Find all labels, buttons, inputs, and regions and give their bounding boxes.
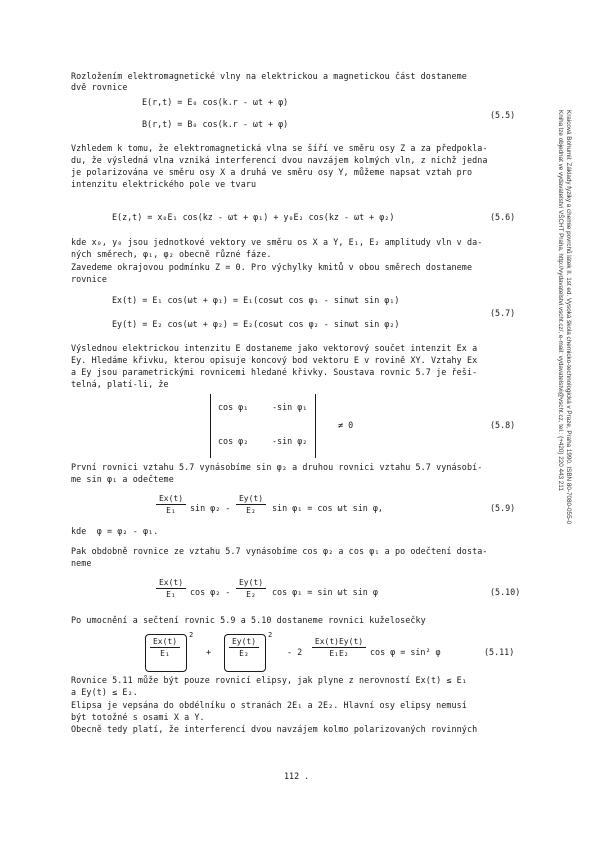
denominator: E₂ <box>246 506 256 515</box>
equation-5-5-e: E(r,t) = E₀ cos(k.r - ωt + φ) <box>142 97 289 107</box>
denominator: E₁ <box>166 506 176 515</box>
text-line: telná, platí-li, že <box>71 379 169 389</box>
equation-number: (5.10) <box>490 587 521 597</box>
equation-term: cos φ = sin² φ <box>370 647 441 657</box>
side-note-line: Kniha lze objednat ve vydavatelství VŠCHT Praha, http://vydavatelstvi.vscht.cz/, e-mail: vydavatelstvi@vscht.cz, tel.: (+420) 220 443 211 <box>557 110 564 491</box>
side-note-line: Kraicová Bohumil: Základy fyziky a chemie povrchů látek II. 1st ed. Vysoká škola chemicko-technologická v Praze, Praha 1990. ISBN 80-7080-055-0 <box>565 110 572 525</box>
numerator: Ex(t) <box>158 578 184 587</box>
equation-5-6: E(z,t) = x₀E₁ cos(kz - ωt + φ₁) + y₀E₂ cos(kz - ωt + φ₂) <box>112 212 395 222</box>
text-line: Obecně tedy platí, že interferencí dvou navzájem kolmo polarizovaných rovinných <box>71 724 478 734</box>
fraction <box>150 637 180 658</box>
text-line: dvě rovnice <box>71 82 128 92</box>
fraction <box>312 637 366 658</box>
denominator: E₂ <box>246 590 256 599</box>
equation-number: (5.9) <box>490 503 516 513</box>
determinant-cell: cos φ₂ <box>218 436 249 446</box>
text-line: Po umocnění a sečtení rovnic 5.9 a 5.10 dostaneme rovnici kuželosečky <box>71 615 426 625</box>
equation-5-7-x: Ex(t) = E₁ cos(ωt + φ₁) = E₁(cosωt cos φ₁ - sinωt sin φ₁) <box>112 295 400 305</box>
plus-sign: + <box>206 647 212 657</box>
numerator: Ey(t) <box>238 494 264 503</box>
equation-number: (5.7) <box>490 308 516 318</box>
numerator: Ex(t) <box>152 637 178 646</box>
text-line: Vzhledem k tomu, že elektromagnetická vlna se šíří ve směru osy Z a za předpokla- <box>71 143 488 153</box>
text-line: ných směrech, φ₁, φ₂ obecně různé fáze. <box>71 249 272 259</box>
equation-term: sin φ₁ = cos ωt sin φ, <box>272 503 383 513</box>
numerator: Ey(t) <box>231 637 257 646</box>
equation-number: (5.6) <box>490 212 516 222</box>
text-line: být totožné s osami X a Y. <box>71 712 205 722</box>
fraction <box>229 637 259 658</box>
text-line: rovnice <box>71 274 107 284</box>
denominator: E₁ <box>160 649 170 658</box>
inequality-sign: ≠ 0 <box>338 420 354 430</box>
equation-5-7-y: Ey(t) = E₂ cos(ωt + φ₂) = E₂(cosωt cos φ₂ - sinωt sin φ₂) <box>112 319 400 329</box>
exponent: 2 <box>189 631 194 639</box>
denominator: E₁E₂ <box>329 649 349 658</box>
equation-term: sin φ₂ - <box>190 503 231 513</box>
determinant-cell: cos φ₁ <box>218 402 249 412</box>
text-line: du, že výsledná vlna vzniká interferencí dvou navzájem kolmých vln, z nichž jedna <box>71 155 488 165</box>
text-line: Elipsa je vepsána do obdélníku o stranách 2E₁ a 2E₂. Hlavní osy elipsy nemusí <box>71 700 467 710</box>
text-line: a Ey(t) ≤ E₂. <box>71 687 138 697</box>
fraction <box>236 578 266 599</box>
text-line: intenzitu elektrického pole ve tvaru <box>71 179 257 189</box>
equation-number: (5.5) <box>490 110 516 120</box>
fraction <box>236 494 266 515</box>
text-line: neme <box>71 558 92 568</box>
numerator: Ex(t)Ey(t) <box>314 637 364 646</box>
equation-number: (5.11) <box>484 647 515 657</box>
text-line: První rovnici vztahu 5.7 vynásobíme sin φ₂ a druhou rovnici vztahu 5.7 vynásobí- <box>71 462 483 472</box>
fraction <box>156 494 186 515</box>
equation-5-5-b: B(r,t) = B₀ cos(k.r - ωt + φ) <box>142 119 289 129</box>
denominator: E₂ <box>239 649 249 658</box>
text-line: Zavedeme okrajovou podmínku Z = 0. Pro výchylky kmitů v obou směrech dostaneme <box>71 262 473 272</box>
fraction <box>156 578 186 599</box>
denominator: E₁ <box>166 590 176 599</box>
numerator: Ex(t) <box>158 494 184 503</box>
text-line: a Ey jsou parametrickými rovnicemi hledané křivky. Soustava rovnic 5.7 je řeši- <box>71 367 478 377</box>
numerator: Ey(t) <box>238 578 264 587</box>
text-line: Rovnice 5.11 může být pouze rovnicí elipsy, jak plyne z nerovností Ex(t) ≤ E₁ <box>71 675 467 685</box>
page-number: 112 . <box>284 771 310 781</box>
text-line: kde x₀, y₀ jsou jednotkové vektory ve směru os X a Y, E₁, E₂ amplitudy vln v da- <box>71 237 483 247</box>
text-line: Rozložením elektromagnetické vlny na elektrickou a magnetickou část dostaneme <box>71 71 467 81</box>
exponent: 2 <box>268 631 273 639</box>
text-line: Výslednou elektrickou intenzitu E dostaneme jako vektorový součet intenzit Ex a <box>71 343 478 353</box>
side-note <box>557 110 582 710</box>
text-line: je polarizována ve směru osy X a druhá ve směru osy Y, můžeme napsat vztah pro <box>71 167 473 177</box>
determinant-cell: -sin φ₁ <box>272 402 308 412</box>
text-line: kde φ = φ₂ - φ₁. <box>71 526 159 536</box>
determinant-cell: -sin φ₂ <box>272 436 308 446</box>
equation-number: (5.8) <box>490 420 516 430</box>
equation-term: cos φ₂ - <box>190 587 231 597</box>
equation-term: cos φ₁ = sin ωt sin φ <box>272 587 378 597</box>
equation-term: - 2 <box>287 647 303 657</box>
text-line: Pak obdobně rovnice ze vztahu 5.7 vynásobíme cos φ₂ a cos φ₁ a po odečtení dosta- <box>71 546 488 556</box>
text-line: me sin φ₁ a odečteme <box>71 474 174 484</box>
text-line: Ey. Hledáme křivku, kterou opisuje koncový bod vektoru E v rovině XY. Vztahy Ex <box>71 355 478 365</box>
